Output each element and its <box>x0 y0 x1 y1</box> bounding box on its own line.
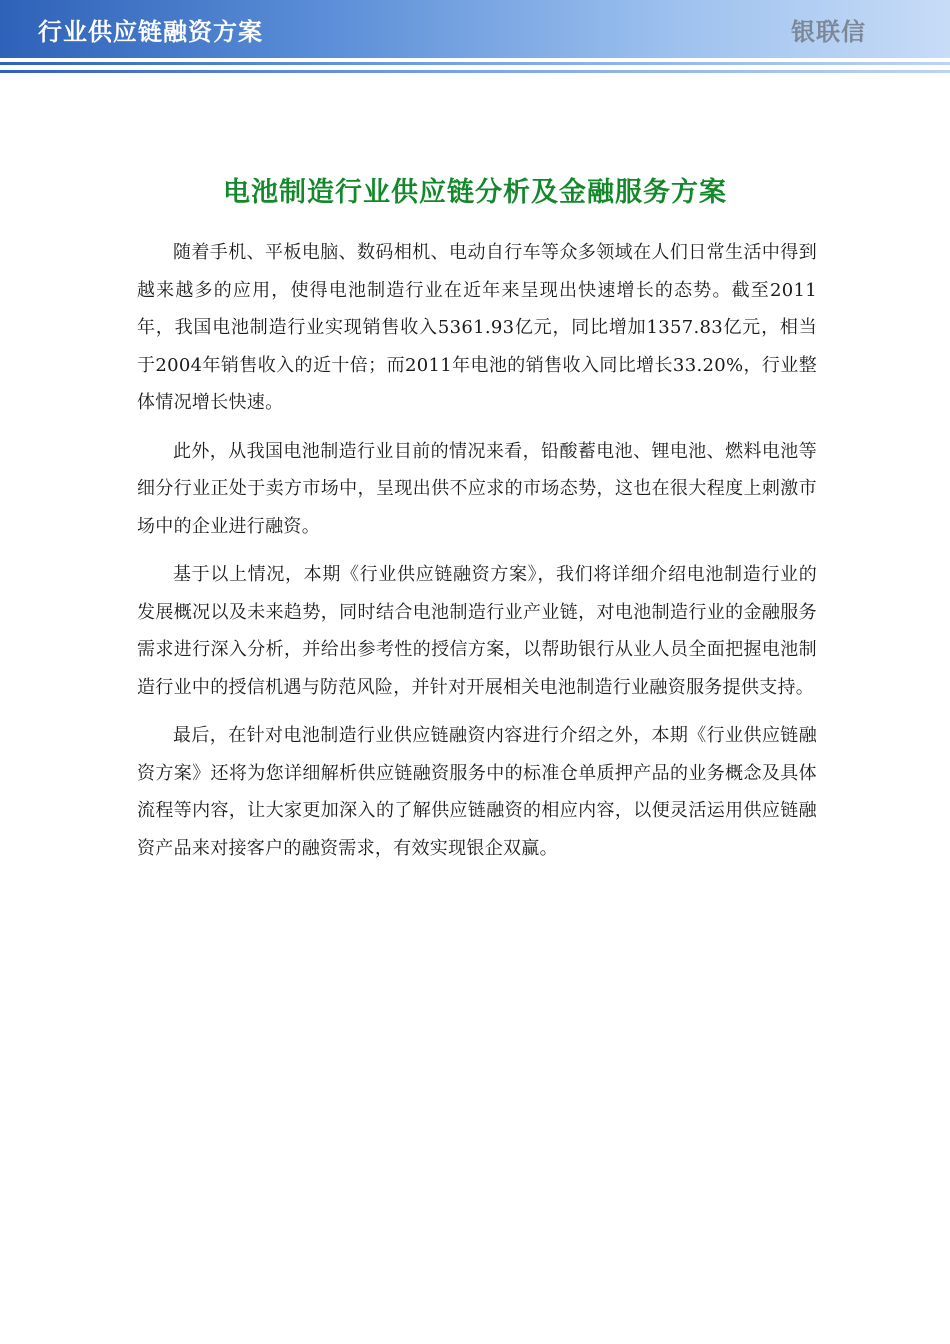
paragraph: 基于以上情况，本期《行业供应链融资方案》，我们将详细介绍电池制造行业的发展概况以及未来趋势，同时结合电池制造行业产业链，对电池制造行业的金融服务需求进行深入分析，并给出参考性的授信方案，以帮助银行从业人员全面把握电池制造行业中的授信机遇与防范风险，并针对开展相关电池制造行业融资服务提供支持。 <box>137 564 817 698</box>
header-divider-secondary <box>0 70 950 73</box>
header-brand: 银联信 <box>791 18 866 46</box>
document-title: 电池制造行业供应链分析及金融服务方案 <box>223 177 727 208</box>
document-body <box>137 234 817 878</box>
paragraph: 此外，从我国电池制造行业目前的情况来看，铅酸蓄电池、锂电池、燃料电池等细分行业正处于卖方市场中，呈现出供不应求的市场态势，这也在很大程度上刺激市场中的企业进行融资。 <box>137 440 817 537</box>
paragraph: 最后，在针对电池制造行业供应链融资内容进行介绍之外，本期《行业供应链融资方案》还将为您详细解析供应链融资服务中的标准仓单质押产品的业务概念及具体流程等内容，让大家更加深入的了解供应链融资的相应内容，以便灵活运用供应链融资产品来对接客户的融资需求，有效实现银企双赢。 <box>137 725 817 859</box>
paragraph: 随着手机、平板电脑、数码相机、电动自行车等众多领域在人们日常生活中得到越来越多的应用，使得电池制造行业在近年来呈现出快速增长的态势。截至2011年，我国电池制造行业实现销售收入5361.93亿元，同比增加1357.83亿元，相当于2004年销售收入的近十倍；而2011年电池的销售收入同比增长33.20%，行业整体情况增长快速。 <box>137 242 817 413</box>
header-divider <box>0 62 950 65</box>
header-title: 行业供应链融资方案 <box>38 18 263 46</box>
